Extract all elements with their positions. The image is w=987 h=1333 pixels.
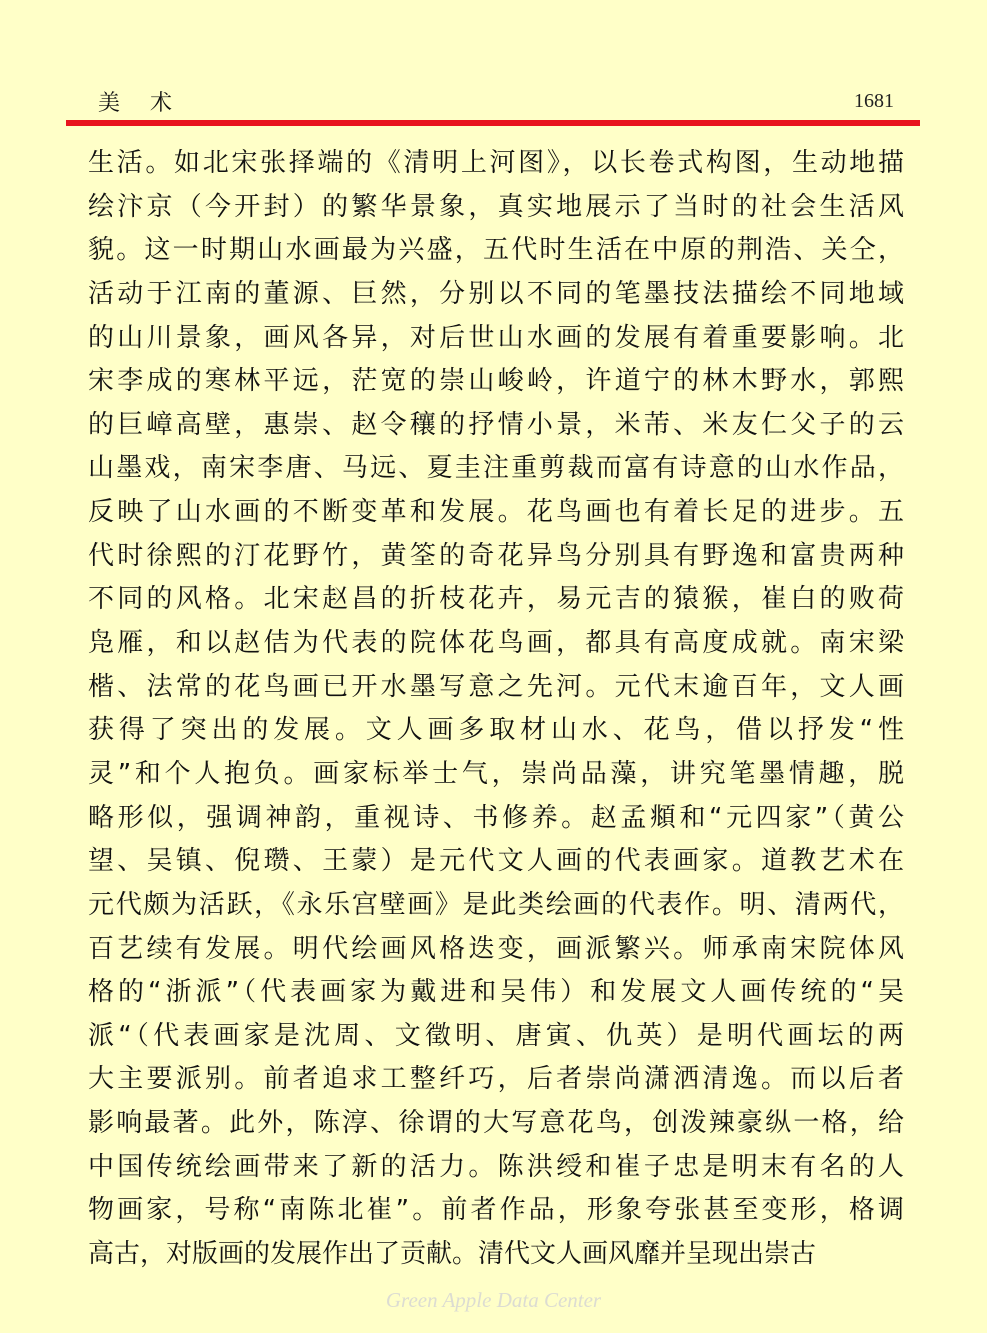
text-line: 活动于江南的董源、巨然，分别以不同的笔墨技法描绘不同地域	[88, 278, 904, 309]
text-line: 灵”和个人抱负。画家标举士气，崇尚品藻，讲究笔墨情趣，脱	[88, 758, 904, 789]
page-header	[0, 0, 987, 130]
body-text	[88, 142, 904, 1277]
text-line: 高古，对版画的发展作出了贡献。清代文人画风靡并呈现出崇古	[88, 1239, 817, 1270]
text-line: 大主要派别。前者追求工整纤巧，后者崇尚潇洒清逸。而以后者	[88, 1064, 904, 1095]
text-line: 中国传统绘画带来了新的活力。陈洪绶和崔子忠是明末有名的人	[88, 1151, 904, 1182]
text-line: 望、吴镇、倪瓒、王蒙）是元代文人画的代表画家。道教艺术在	[88, 846, 904, 877]
text-line: 影响最著。此外，陈淳、徐谓的大写意花鸟，创泼辣豪纵一格，给	[88, 1108, 904, 1139]
text-line: 略形似，强调神韵，重视诗、书修养。赵孟頫和“元四家”（黄公	[88, 802, 904, 833]
text-line: 派“（代表画家是沈周、文徵明、唐寅、仇英）是明代画坛的两	[88, 1020, 904, 1051]
text-line: 生活。如北宋张择端的《清明上河图》，以长卷式构图，生动地描	[88, 148, 904, 178]
text-line: 格的“浙派”（代表画家为戴进和吴伟）和发展文人画传统的“吴	[88, 977, 904, 1008]
text-line: 反映了山水画的不断变革和发展。花鸟画也有着长足的进步。五	[88, 497, 904, 528]
text-line: 不同的风格。北宋赵昌的折枝花卉，易元吉的猿猴，崔白的败荷	[88, 584, 904, 615]
text-line: 楷、法常的花鸟画已开水墨写意之先河。元代末逾百年，文人画	[88, 671, 904, 702]
section-title: 美术	[98, 91, 203, 116]
header-rule	[66, 120, 920, 126]
text-line: 绘汴京（今开封）的繁华景象，真实地展示了当时的社会生活风	[88, 191, 904, 222]
text-line: 元代颇为活跃，《永乐宫壁画》是此类绘画的代表作。明、清两代，	[88, 889, 904, 920]
text-line: 的山川景象，画风各异，对后世山水画的发展有着重要影响。北	[88, 322, 904, 353]
text-line: 获得了突出的发展。文人画多取材山水、花鸟，借以抒发“性	[88, 715, 904, 746]
text-line: 山墨戏，南宋李唐、马远、夏圭注重剪裁而富有诗意的山水作品，	[88, 453, 904, 484]
text-line: 宋李成的寒林平远，茫宽的崇山峻岭，许道宁的林木野水，郭熙	[88, 366, 904, 397]
text-line: 百艺续有发展。明代绘画风格迭变，画派繁兴。师承南宋院体风	[88, 933, 904, 964]
text-line: 貌。这一时期山水画最为兴盛，五代时生活在中原的荆浩、关仝，	[88, 235, 904, 266]
text-line: 凫雁，和以赵佶为代表的院体花鸟画，都具有高度成就。南宋梁	[88, 628, 904, 659]
text-line: 物画家，号称“南陈北崔”。前者作品，形象夸张甚至变形，格调	[88, 1195, 904, 1226]
text-line: 的巨嶂高壁，惠崇、赵令穰的抒情小景，米芾、米友仁父子的云	[88, 409, 904, 440]
watermark: Green Apple Data Center	[385, 1288, 602, 1312]
text-line: 代时徐熙的汀花野竹，黄筌的奇花异鸟分别具有野逸和富贵两种	[88, 540, 904, 571]
page-number: 1681	[854, 90, 894, 112]
